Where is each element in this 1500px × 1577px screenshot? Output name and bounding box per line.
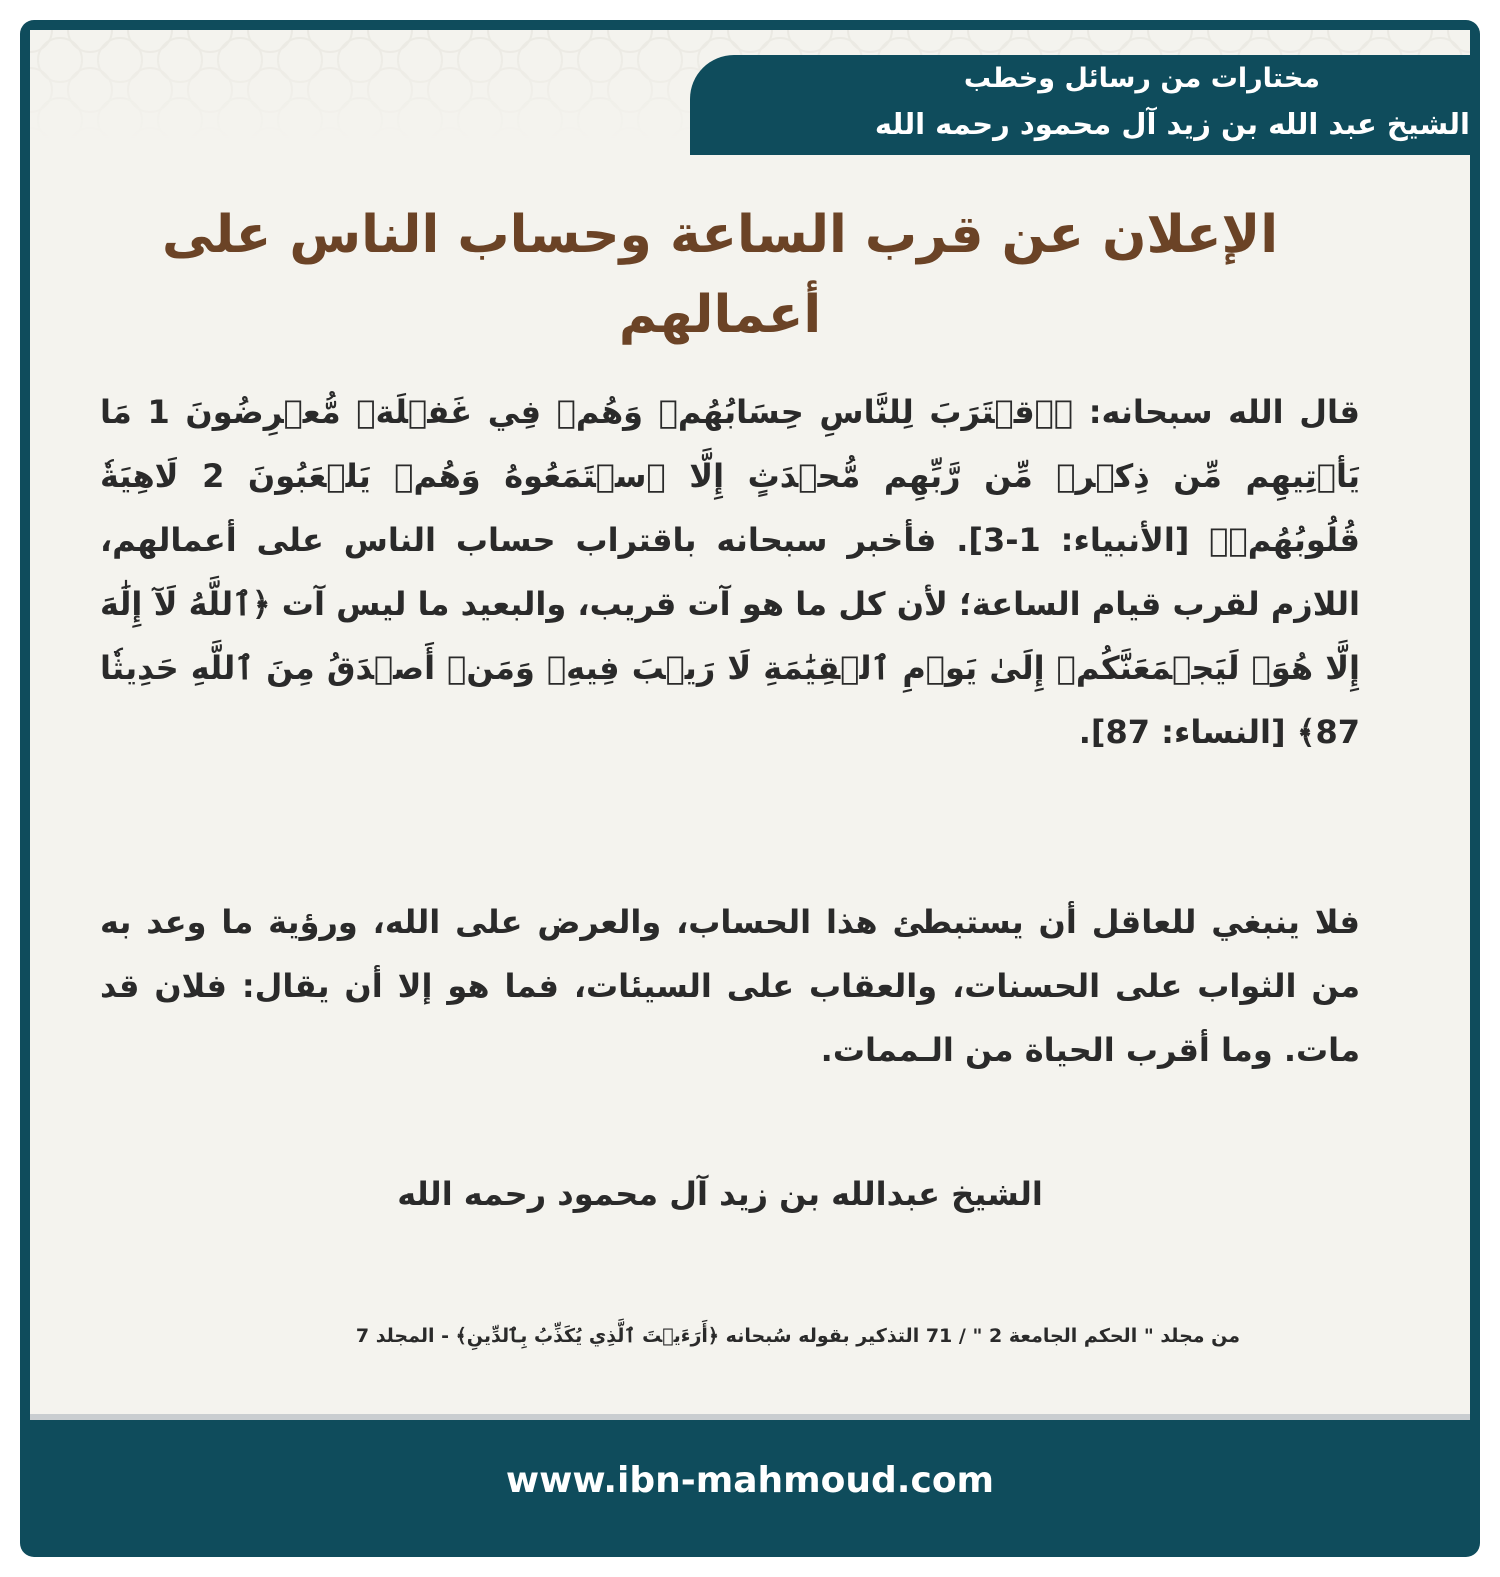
website-link[interactable]: www.ibn-mahmoud.com [505,1460,995,1501]
paragraph-2: فلا ينبغي للعاقل أن يستبطئ هذا الحساب، والعرض على الله، ورؤية ما وعد به من الثواب على الحسنات، والعقاب على السيئات، فما هو إلا أن يقال: فلان قد مات. وما أقرب الحياة من الـممات. [100,903,1360,1069]
paragraph-1: قال الله سبحانه: ﴿ٱقۡتَرَبَ لِلنَّاسِ حِسَابُهُمۡ وَهُمۡ فِي غَفۡلَةٖ مُّعۡرِضُونَ 1 مَا يَأۡتِيهِم مِّن ذِكۡرٖ مِّن رَّبِّهِم مُّحۡدَثٍ إِلَّا ٱسۡتَمَعُوهُ وَهُمۡ يَلۡعَبُونَ 2 لَاهِيَةٗ قُلُوبُهُمۡ﴾ [الأنبياء: 1-3]. فأخبر سبحانه باقتراب حساب الناس على أعمالهم، اللازم لقرب قيام الساعة؛ لأن كل ما هو آت قريب، والبعيد ما ليس آت ﴿ٱللَّهُ لَآ إِلَٰهَ إِلَّا هُوَۚ لَيَجۡمَعَنَّكُمۡ إِلَىٰ يَوۡمِ ٱلۡقِيَٰمَةِ لَا رَيۡبَ فِيهِۗ وَمَنۡ أَصۡدَقُ مِنَ ٱللَّهِ حَدِيثٗا 87﴾ [النساء: 87]. [100,393,1361,751]
header-band [690,55,1480,155]
header-subtitle: مختارات من رسائل وخطب [963,63,1320,94]
source-citation: من مجلد " الحكم الجامعة 2 " / 71 التذكير بقوله سُبحانه ﴿أَرَءَيۡتَ ٱلَّذِي يُكَذِّبُ بِٱلدِّينِ﴾ - المجلد 7 [355,1325,1240,1347]
header-author: الشيخ عبد الله بن زيد آل محمود رحمه الله [874,107,1470,141]
signature: الشيخ عبدالله بن زيد آل محمود رحمه الله [397,1175,1043,1213]
page-title: الإعلان عن قرب الساعة وحساب الناس على أعمالهم [161,205,1279,345]
